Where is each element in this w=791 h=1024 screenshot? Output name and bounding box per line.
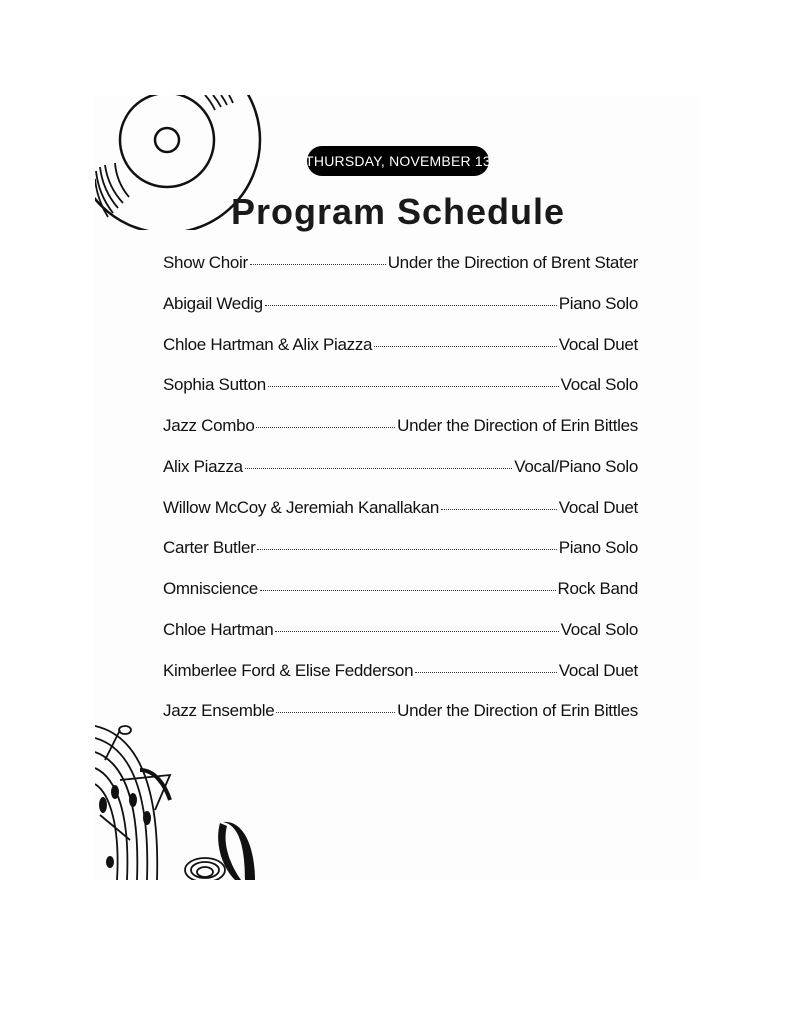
dot-leader: [245, 468, 512, 469]
dot-leader: [260, 590, 556, 591]
dot-leader: [265, 305, 557, 306]
program-row: [163, 456, 638, 497]
page-title: Program Schedule: [230, 191, 566, 232]
dot-leader: [415, 672, 557, 673]
program-row: [163, 578, 638, 619]
performer-name: Willow McCoy & Jeremiah Kanallakan: [163, 497, 440, 517]
performer-name: Chloe Hartman & Alix Piazza: [163, 334, 373, 354]
performance-type: Vocal/Piano Solo: [514, 456, 638, 476]
program-row: [163, 619, 638, 660]
performer-name: Kimberlee Ford & Elise Fedderson: [163, 660, 414, 680]
dot-leader: [441, 509, 557, 510]
performance-type: Under the Direction of Erin Bittles: [397, 701, 638, 721]
performer-name: Jazz Combo: [163, 416, 255, 435]
dot-leader: [268, 386, 559, 387]
program-row: [163, 537, 638, 578]
program-row: [163, 293, 638, 334]
program-row: [163, 415, 638, 456]
program-row: [163, 334, 638, 375]
performance-type: Piano Solo: [558, 293, 638, 313]
program-list: [163, 252, 638, 741]
dot-leader: [250, 264, 386, 265]
performer-name: Abigail Wedig: [163, 293, 263, 313]
performer-name: Carter Butler: [163, 538, 256, 558]
performance-type: Under the Direction of Erin Bittles: [397, 416, 638, 435]
program-row: [163, 252, 638, 293]
performer-name: Omniscience: [163, 579, 258, 598]
dot-leader: [257, 549, 556, 550]
performer-name: Alix Piazza: [163, 456, 243, 476]
program-row: [163, 374, 638, 415]
performer-name: Show Choir: [163, 253, 248, 272]
performance-type: Vocal Solo: [560, 619, 638, 639]
performance-type: Piano Solo: [558, 538, 638, 558]
performer-name: Chloe Hartman: [163, 619, 274, 639]
dot-leader: [275, 631, 558, 632]
performance-type: Under the Direction of Brent Stater: [387, 253, 638, 272]
program-row: [163, 660, 638, 701]
performance-type: Vocal Duet: [558, 497, 638, 517]
dot-leader: [256, 427, 395, 428]
performer-name: Jazz Ensemble: [163, 701, 275, 721]
performance-type: Vocal Duet: [558, 334, 638, 354]
date-badge: THURSDAY, NOVEMBER 13: [307, 146, 489, 176]
performance-type: Vocal Solo: [560, 375, 638, 395]
program-row: [163, 497, 638, 538]
performance-type: Rock Band: [557, 579, 638, 598]
dot-leader: [276, 712, 395, 713]
dot-leader: [374, 346, 557, 347]
performance-type: Vocal Duet: [558, 660, 638, 680]
music-notes-decoration-icon: [95, 720, 265, 880]
performer-name: Sophia Sutton: [163, 375, 266, 395]
